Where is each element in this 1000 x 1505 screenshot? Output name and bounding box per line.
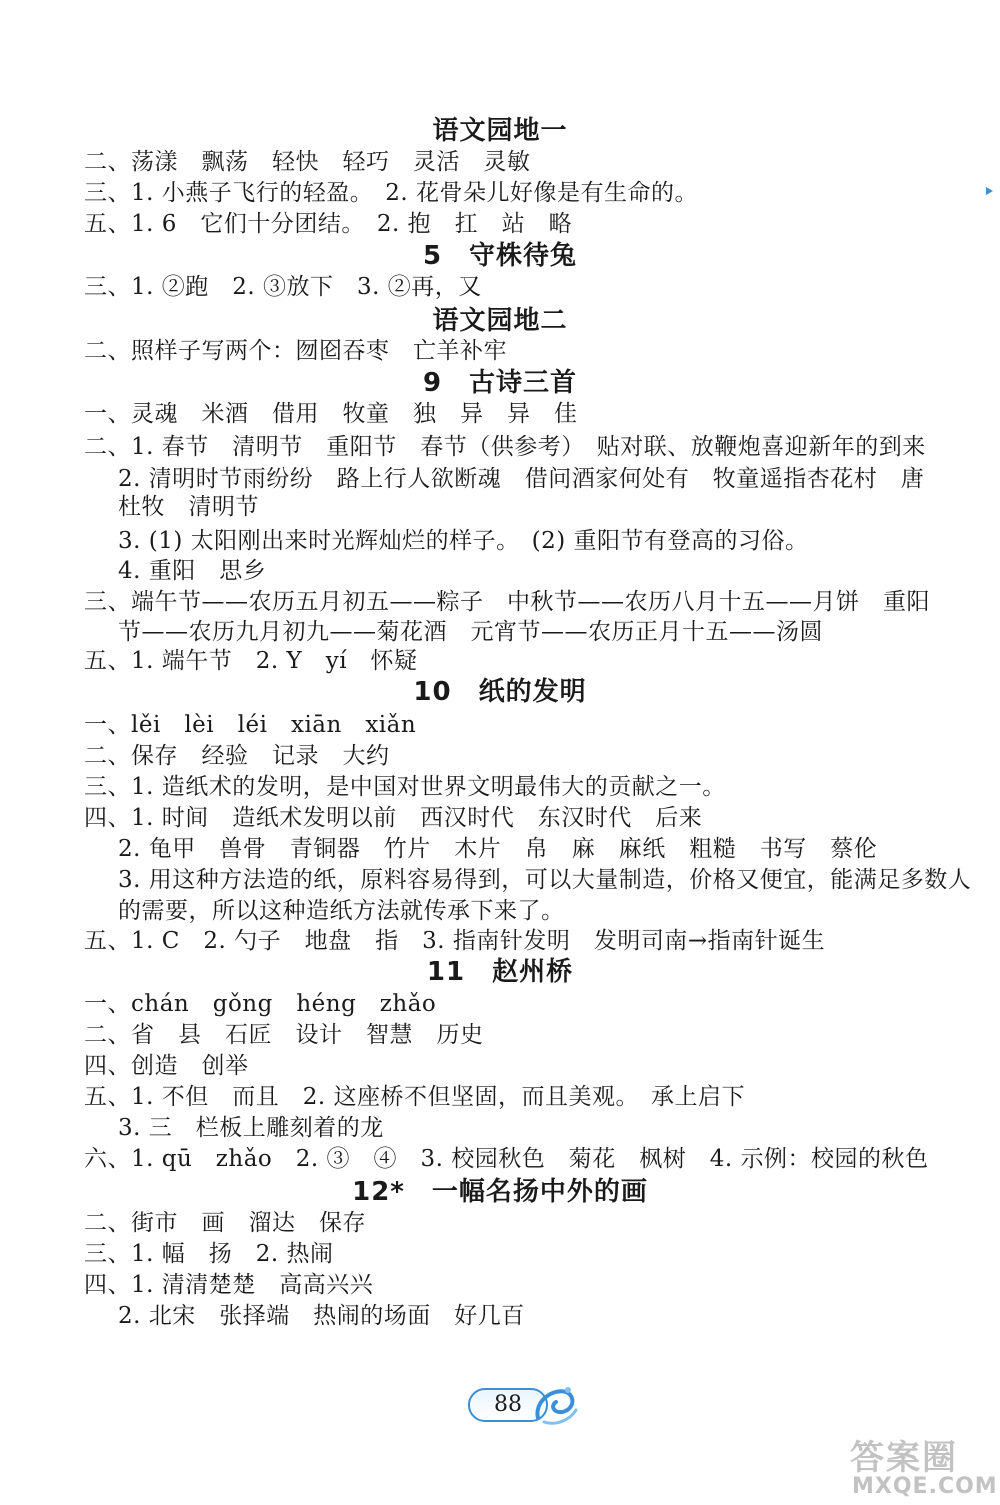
answer-line: 三、端午节——农历五月初五——粽子 中秋节——农历八月十五——月饼 重阳 xyxy=(84,589,930,615)
answer-line: 二、保存 经验 记录 大约 xyxy=(84,743,390,769)
answer-line: 2. 北宋 张择端 热闹的场面 好几百 xyxy=(118,1303,525,1329)
answer-line: 的需要，所以这种造纸方法就传承下来了。 xyxy=(118,898,565,924)
answer-line: 五、1. 端午节 2. Y yí 怀疑 xyxy=(84,648,418,674)
answer-line: 一、chán gǒng héng zhǎo xyxy=(84,991,437,1017)
answer-line: 2. 清明时节雨纷纷 路上行人欲断魂 借问酒家何处有 牧童遥指杏花村 唐 xyxy=(118,466,925,492)
answer-line: 五、1. 不但 而且 2. 这座桥不但坚固，而且美观。 承上启下 xyxy=(84,1084,746,1110)
watermark xyxy=(830,1430,1000,1505)
section-title: 语文园地一 xyxy=(432,116,568,146)
answer-line: 二、1. 春节 清明节 重阳节 春节（供参考） 贴对联、放鞭炮喜迎新年的到来 xyxy=(84,434,926,460)
answer-line: 四、创造 创举 xyxy=(84,1053,249,1079)
section-title: 语文园地二 xyxy=(432,306,568,336)
answer-line: 4. 重阳 思乡 xyxy=(118,558,267,584)
answer-line: 五、1. 6 它们十分团结。 2. 抱 扛 站 略 xyxy=(84,211,573,237)
answer-line: 节——农历九月初九——菊花酒 元宵节——农历正月十五——汤圆 xyxy=(118,619,823,645)
answer-line: 杜牧 清明节 xyxy=(118,494,259,520)
page-number: 88 xyxy=(494,1392,522,1417)
watermark-logo-text: 答案圈 xyxy=(850,1438,958,1478)
answer-line: 二、荡漾 飘荡 轻快 轻巧 灵活 灵敏 xyxy=(84,149,531,175)
section-title: 11 赵州桥 xyxy=(426,957,574,987)
section-title: 12* 一幅名扬中外的画 xyxy=(352,1177,648,1207)
section-title: 10 纸的发明 xyxy=(413,677,587,707)
answer-line: 三、1. 小燕子飞行的轻盈。 2. 花骨朵儿好像是有生命的。 xyxy=(84,180,699,206)
answer-line: 3. (1) 太阳刚出来时光辉灿烂的样子。 (2) 重阳节有登高的习俗。 xyxy=(118,528,809,554)
answer-line: 二、照样子写两个：囫囵吞枣 亡羊补牢 xyxy=(84,338,507,364)
answer-line: 一、灵魂 米酒 借用 牧童 独 异 异 佳 xyxy=(84,401,578,427)
answer-line: 六、1. qū zhǎo 2. ③ ④ 3. 校园秋色 菊花 枫树 4. 示例：校园的秋色 xyxy=(84,1146,929,1172)
watermark-site-text: MXQE.COM xyxy=(852,1474,998,1499)
answer-line: 三、1. 幅 扬 2. 热闹 xyxy=(84,1241,334,1267)
answer-line: 五、1. C 2. 勺子 地盘 指 3. 指南针发明 发明司南→指南针诞生 xyxy=(84,928,826,954)
answer-line: 3. 用这种方法造的纸，原料容易得到，可以大量制造，价格又便宜，能满足多数人 xyxy=(118,867,972,893)
swirl-decoration-icon xyxy=(530,1382,580,1428)
answer-line: 三、1. 造纸术的发明，是中国对世界文明最伟大的贡献之一。 xyxy=(84,774,726,800)
answer-line: 二、省 县 石匠 设计 智慧 历史 xyxy=(84,1022,484,1048)
answer-line: 3. 三 栏板上雕刻着的龙 xyxy=(118,1115,384,1141)
answer-line: 四、1. 时间 造纸术发明以前 西汉时代 东汉时代 后来 xyxy=(84,805,703,831)
section-title: 5 守株待兔 xyxy=(422,241,578,271)
page-number-badge xyxy=(468,1382,578,1430)
answer-line: 二、街市 画 溜达 保存 xyxy=(84,1210,366,1236)
arrow-marker-icon xyxy=(985,186,995,196)
answer-line: 一、lěi lèi léi xiān xiǎn xyxy=(84,712,417,738)
section-title: 9 古诗三首 xyxy=(422,368,578,398)
answer-line: 2. 龟甲 兽骨 青铜器 竹片 木片 帛 麻 麻纸 粗糙 书写 蔡伦 xyxy=(118,836,878,862)
answer-line: 三、1. ②跑 2. ③放下 3. ②再，又 xyxy=(84,274,482,300)
answer-line: 四、1. 清清楚楚 高高兴兴 xyxy=(84,1272,374,1298)
